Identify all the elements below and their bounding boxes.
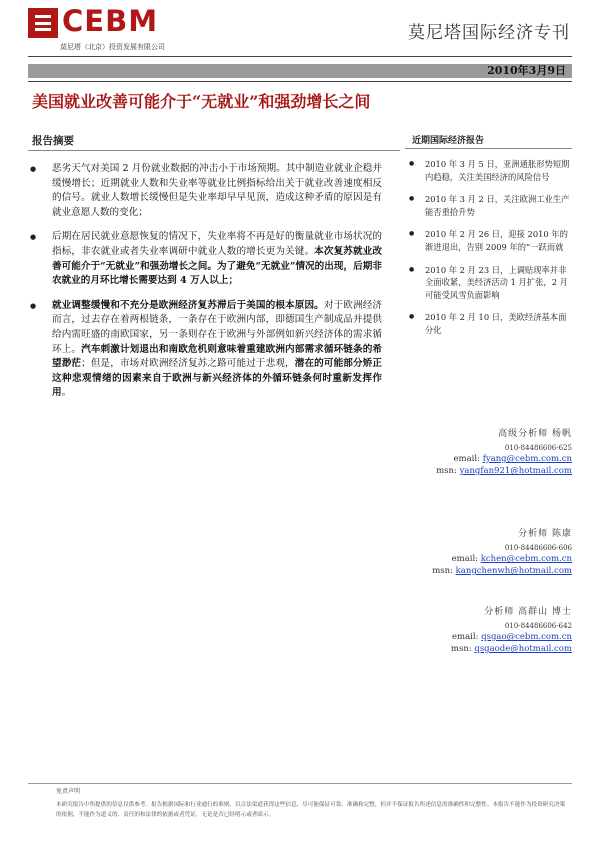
analyst-name: 分析师 陈康 [518, 529, 572, 539]
bullet-bold-text: 汽车刺激计划退出和南欧危机则意味着重建欧洲内部需求循环链条的希望渺茫 [52, 343, 383, 370]
logo-text: CEBM [62, 4, 159, 38]
report-item-text: 2010 年 2 月 10 日，美欧经济基本面分化 [425, 312, 567, 335]
logo-mark-icon [28, 8, 58, 38]
bullet-text: 。 [61, 387, 72, 399]
date-bar [28, 64, 572, 78]
msn-label: msn: [436, 466, 457, 476]
summary-title: 报告摘要 [32, 135, 74, 147]
analyst-msn-link[interactable]: kangchenwh@hotmail.com [455, 566, 572, 576]
analyst-email-link[interactable]: kchen@cebm.com.cn [480, 554, 572, 564]
analyst-phone: 010-84486606-625 [504, 444, 572, 452]
email-label: email: [451, 554, 479, 564]
analyst-email-link[interactable]: fyang@cebm.com.cn [482, 454, 572, 464]
summary-list [30, 162, 382, 411]
publication-title: 莫尼塔国际经济专刊 [408, 23, 570, 43]
report-item-text: 2010 年 2 月 23 日，上调贴现率并非全面收紧，美经济活动 1 月扩张，2 月可能受风雪负面影响 [425, 264, 568, 300]
summary-bullet [30, 299, 382, 401]
analyst-msn-link[interactable]: yangfan921@hotmail.com [459, 466, 572, 476]
summary-bullet [30, 162, 382, 220]
header-rule-2 [28, 81, 572, 82]
company-name: 莫尼塔（北京）投资发展有限公司 [60, 43, 165, 51]
report-item[interactable] [405, 193, 573, 218]
recent-reports-rule [405, 148, 572, 149]
bullet-bold-text: 潜在的可能部分矫正这种悲观情绪的因素来自于欧洲与新兴经济体的外循环链条何时重新发挥作用 [52, 358, 383, 399]
bullet-text: 恶劣天气对美国 2 月份就业数据的冲击小于市场预期。其中制造业就业企稳并缓慢增长；近期就业人数和失业率等就业比例指标给出关于就业改善速度相反的信号。就业人数增长缓慢但是失业率却早早见顶，造成这种矛盾的原因是有就业意愿人数的变化； [52, 163, 382, 218]
disclaimer-text: 本研究报告中所提供的信息仅供参考。报告根据国际和行业通行的准则，以合法渠道获得这些信息，尽可能保证可靠、准确和完整，但并不保证报告所述信息的准确性和完整性。本报告不能作为投资研究决策的依据，不能作为道义的、责任的和法律的依据或者凭证，无论是否已经明示或者暗示。 [56, 802, 566, 818]
analyst-email-link[interactable]: qsgao@cebm.com.cn [481, 632, 572, 642]
report-item[interactable] [405, 228, 573, 253]
bullet-text: 后期在居民就业意愿恢复的情况下，失业率将不再是好的衡量就业市场状况的指标，非农就业或者失业率调研中就业人数的增长更为关键。 [52, 231, 382, 257]
email-label: email: [452, 632, 479, 642]
report-date: 2010年3月9日 [487, 64, 566, 77]
analyst-name: 分析师 高群山 博士 [484, 607, 572, 617]
headline: 美国就业改善可能介于“无就业”和强劲增长之间 [32, 92, 371, 111]
report-item[interactable] [405, 311, 573, 336]
bullet-bold-text: 就业调整缓慢和不充分是欧洲经济复苏滞后于美国的根本原因。 [52, 299, 324, 311]
analyst-contact [352, 526, 572, 577]
report-item-text: 2010 年 3 月 2 日，关注欧洲工业生产能否重拾升势 [425, 194, 570, 217]
analyst-phone: 010-84486606-606 [504, 544, 572, 552]
analyst-contact [352, 426, 572, 477]
analyst-name: 高级分析师 杨帆 [498, 429, 572, 439]
report-item-text: 2010 年 3 月 5 日，亚洲通胀形势短期内趋稳，关注美国经济的风险信号 [425, 159, 570, 182]
recent-reports-list [405, 158, 573, 347]
recent-reports-title: 近期国际经济报告 [412, 136, 485, 146]
analyst-phone: 010-84486606-642 [504, 622, 572, 630]
report-item[interactable] [405, 158, 573, 183]
summary-bullet [30, 230, 382, 288]
summary-rule [28, 150, 400, 151]
bullet-bold-text: 本次复苏就业改善可能介于“无就业”和强劲增长之间。为了避免“无就业”情况的出现，后期非农就业的月环比增长需要达到 4 万人以上； [52, 245, 383, 287]
header-rule [28, 56, 572, 57]
email-label: email: [453, 454, 480, 464]
bullet-text: ；但是，市场对欧洲经济复苏之路可能过于悲观， [81, 358, 295, 370]
bullet-text: 对于欧洲经济而言，过去存在着两根链条，一条存在于欧洲内部，即德国生产制成品并提供给内需旺盛的南欧国家，另一条则存在于欧洲与外部例如新兴经济体的需求循环上。 [52, 299, 382, 355]
msn-label: msn: [432, 566, 453, 576]
report-item[interactable] [405, 264, 573, 302]
analyst-contact [352, 604, 572, 655]
disclaimer-title: 免责声明 [56, 788, 81, 795]
report-item-text: 2010 年 2 月 26 日，迎接 2010 年的渐进退出，告别 2009 年的“一跃而就 [425, 229, 568, 252]
analyst-msn-link[interactable]: qsgaode@hotmail.com [474, 644, 572, 654]
disclaimer-rule [28, 783, 572, 784]
msn-label: msn: [450, 644, 472, 654]
